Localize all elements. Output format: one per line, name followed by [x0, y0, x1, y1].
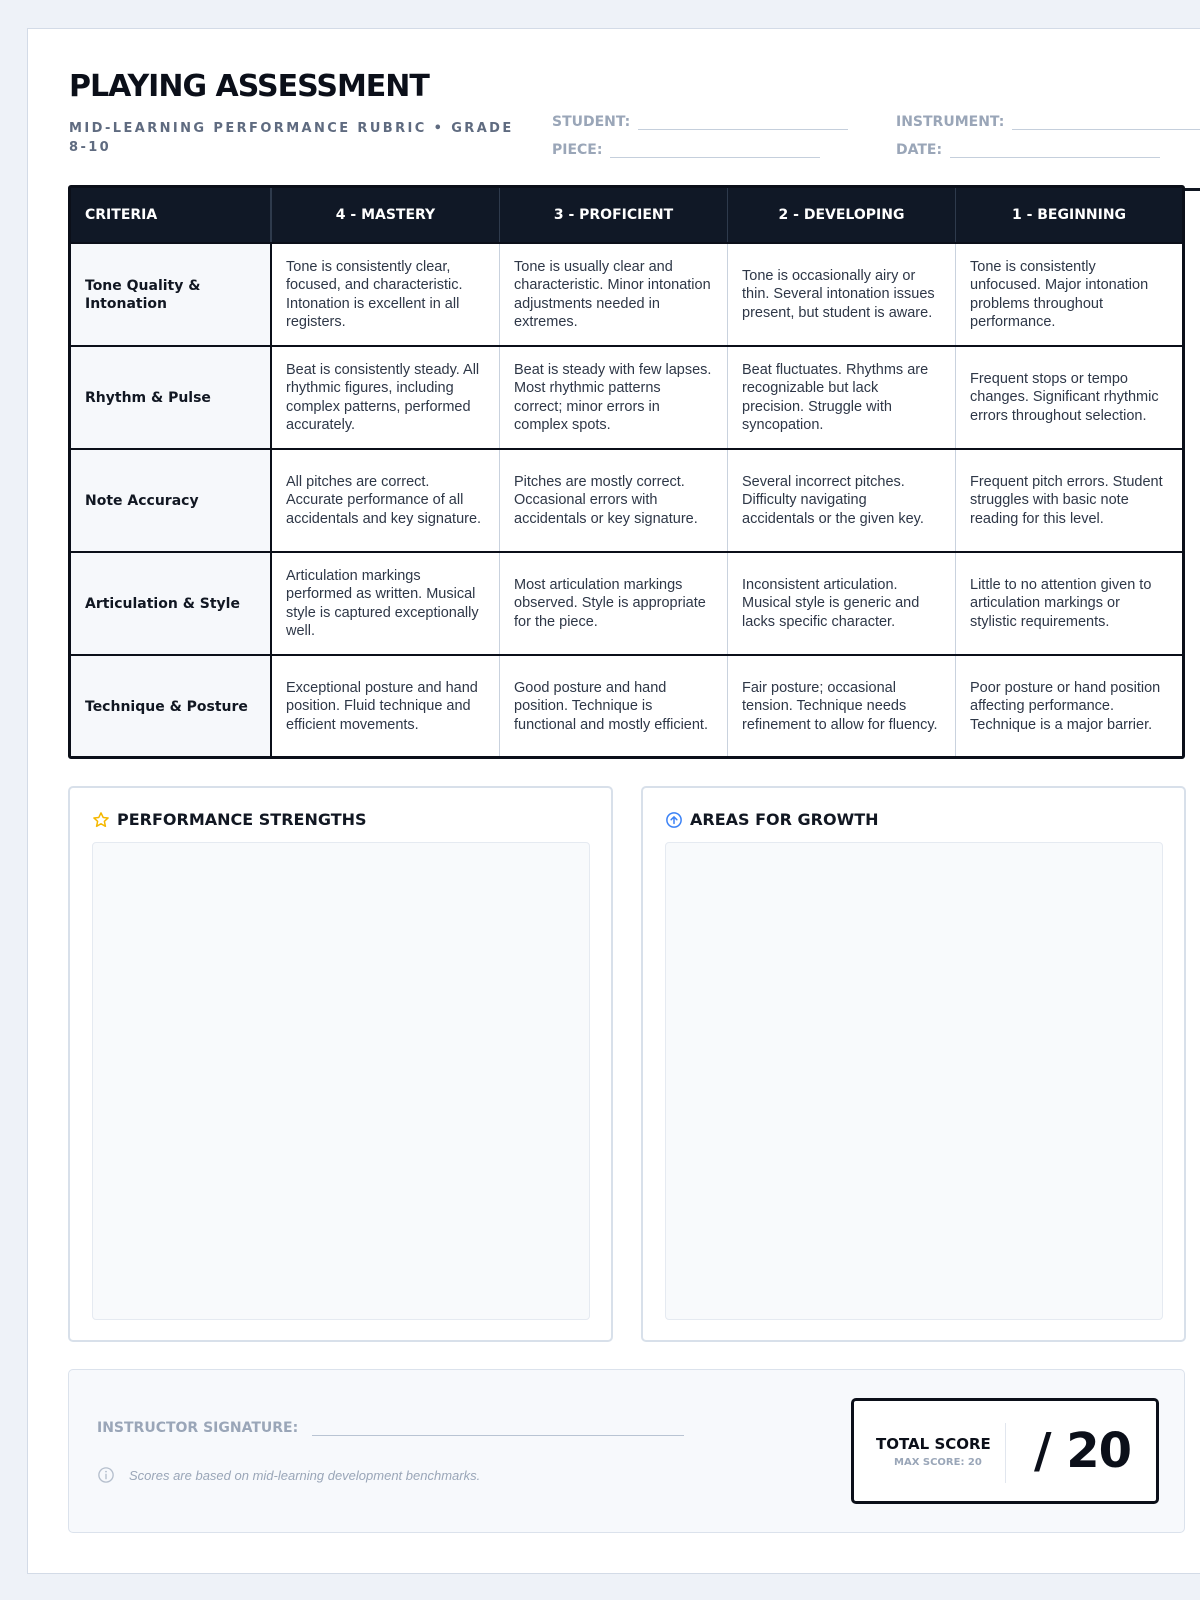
total-score-box [851, 1398, 1159, 1504]
star-icon [92, 811, 110, 829]
table-row [71, 654, 1182, 757]
rubric-cell[interactable]: Several incorrect pitches. Difficulty navigating accidentals or the given key. [728, 450, 956, 551]
footer [68, 1369, 1185, 1533]
strengths-input[interactable] [92, 842, 590, 1320]
strengths-title: PERFORMANCE STRENGTHS [117, 810, 367, 829]
date-input-line[interactable] [950, 144, 1160, 158]
table-row [71, 448, 1182, 551]
column-header: 4 - MASTERY [272, 188, 500, 242]
info-icon [97, 1466, 115, 1484]
piece-field[interactable] [552, 142, 820, 158]
rubric-cell[interactable]: Frequent pitch errors. Student struggles with basic note reading for this level. [970, 473, 1163, 527]
column-header: 3 - PROFICIENT [500, 188, 728, 242]
criterion-label: Rhythm & Pulse [71, 347, 272, 448]
signature-label: INSTRUCTOR SIGNATURE: [97, 1420, 299, 1436]
rubric-cell[interactable]: Pitches are mostly correct. Occasional errors with accidentals or key signature. [500, 450, 728, 551]
rubric-cell[interactable]: Exceptional posture and hand position. Fluid technique and efficient movements. [272, 656, 500, 757]
date-field[interactable] [896, 142, 1160, 158]
criterion-label: Note Accuracy [71, 450, 272, 551]
student-input-line[interactable] [638, 116, 848, 130]
rubric-cell[interactable]: Beat is consistently steady. All rhythmic figures, including complex patterns, performed accurately. [272, 347, 500, 448]
instrument-label: INSTRUMENT: [896, 114, 1005, 130]
score-value[interactable]: / 20 [1034, 1423, 1132, 1479]
rubric-cell[interactable]: Inconsistent articulation. Musical style is generic and lacks specific character. [728, 553, 956, 654]
rubric-cell[interactable]: Most articulation markings observed. Style is appropriate for the piece. [500, 553, 728, 654]
signature-line[interactable] [312, 1422, 684, 1436]
score-divider [1005, 1423, 1006, 1483]
max-score-label: MAX SCORE: 20 [894, 1457, 982, 1468]
rubric-cell[interactable]: Beat fluctuates. Rhythms are recognizable but lack precision. Struggle with syncopation. [728, 347, 956, 448]
rubric-cell[interactable]: Frequent stops or tempo changes. Significant rhythmic errors throughout selection. [970, 370, 1159, 424]
rubric-cell[interactable]: Beat is steady with few lapses. Most rhythmic patterns correct; minor errors in complex spots. [500, 347, 728, 448]
rubric-cell[interactable]: Fair posture; occasional tension. Technique needs refinement to allow for fluency. [728, 656, 956, 757]
rubric-cell[interactable]: Good posture and hand position. Technique is functional and mostly efficient. [500, 656, 728, 757]
rubric-cell[interactable]: Little to no attention given to articulation markings or stylistic requirements. [970, 576, 1152, 630]
rubric-cell[interactable]: Tone is consistently clear, focused, and characteristic. Intonation is excellent in all registers. [272, 244, 500, 345]
criterion-label: Tone Quality & Intonation [71, 244, 272, 345]
growth-heading [665, 810, 879, 829]
rubric-cell[interactable]: Tone is usually clear and characteristic. Minor intonation adjustments needed in extremes. [500, 244, 728, 345]
growth-panel [641, 786, 1186, 1342]
table-row [71, 551, 1182, 654]
arrow-up-circle-icon [665, 811, 683, 829]
strengths-panel [68, 786, 613, 1342]
score-label: TOTAL SCORE [876, 1435, 991, 1453]
rubric-table [68, 185, 1185, 759]
rubric-cell[interactable]: Tone is occasionally airy or thin. Several intonation issues present, but student is aware. [728, 244, 956, 345]
instrument-field[interactable] [896, 114, 1200, 130]
rubric-cell[interactable]: All pitches are correct. Accurate performance of all accidentals and key signature. [272, 450, 500, 551]
student-field[interactable] [552, 114, 848, 130]
student-label: STUDENT: [552, 114, 631, 130]
strengths-heading [92, 810, 367, 829]
note-text: Scores are based on mid-learning development benchmarks. [129, 1467, 481, 1483]
column-header: CRITERIA [71, 188, 272, 242]
header [69, 69, 1200, 191]
date-label: DATE: [896, 142, 943, 158]
instrument-input-line[interactable] [1012, 116, 1200, 130]
growth-input[interactable] [665, 842, 1163, 1320]
rubric-header-row [71, 188, 1182, 242]
criterion-label: Technique & Posture [71, 656, 272, 757]
piece-label: PIECE: [552, 142, 603, 158]
criterion-label: Articulation & Style [71, 553, 272, 654]
table-row [71, 242, 1182, 345]
rubric-cell[interactable]: Articulation markings performed as written. Musical style is captured exceptionally well. [272, 553, 500, 654]
page-title: PLAYING ASSESSMENT [69, 69, 429, 104]
signature-field[interactable] [97, 1420, 684, 1436]
table-row [71, 345, 1182, 448]
rubric-cell[interactable]: Tone is consistently unfocused. Major intonation problems throughout performance. [970, 258, 1149, 330]
benchmark-note [97, 1466, 480, 1484]
column-header: 1 - BEGINNING [1011, 206, 1127, 223]
growth-title: AREAS FOR GROWTH [690, 810, 879, 829]
page-subtitle: MID-LEARNING PERFORMANCE RUBRIC • GRADE 8-10 [69, 121, 514, 155]
rubric-cell[interactable]: Poor posture or hand position affecting performance. Technique is a major barrier. [970, 679, 1161, 733]
piece-input-line[interactable] [610, 144, 820, 158]
column-header: 2 - DEVELOPING [728, 188, 956, 242]
